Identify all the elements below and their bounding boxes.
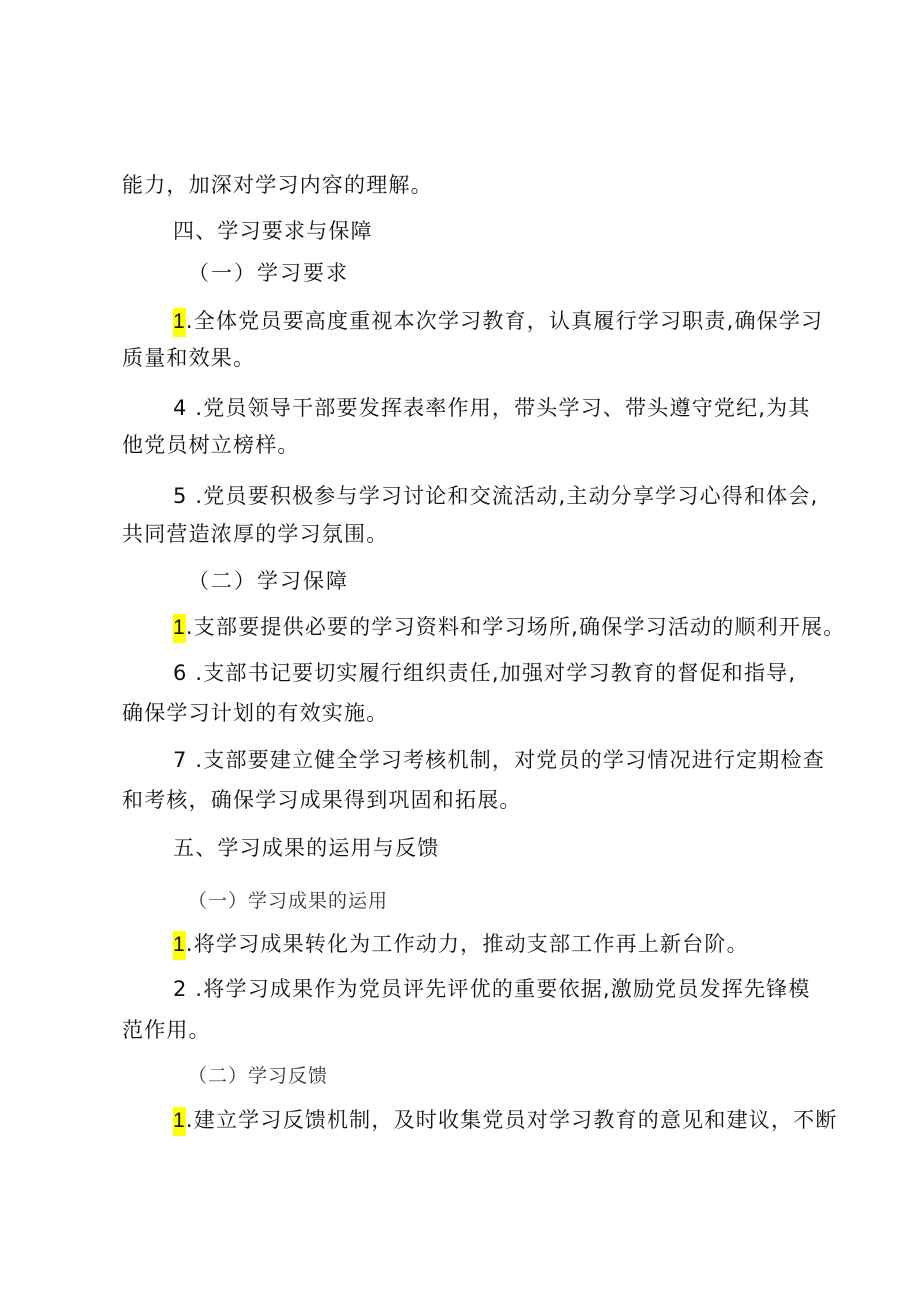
paragraph-line: [122, 343, 255, 373]
line-text: .将学习成果转化为工作动力，推动支部工作再上新台阶。: [185, 932, 749, 956]
section-heading: [173, 833, 439, 863]
list-item: [173, 929, 749, 960]
list-item: [173, 612, 845, 643]
line-text: 能力，加深对学习内容的理解。: [122, 173, 433, 197]
list-item: [173, 481, 818, 511]
line-text: .支部要提供必要的学习资料和学习场所,确保学习活动的顺利开展。: [185, 615, 846, 639]
line-text: 共同营造浓厚的学习氛围。: [122, 522, 389, 546]
paragraph-line: [122, 170, 433, 200]
list-item: [173, 393, 811, 423]
list-item: [173, 974, 811, 1004]
line-text: 2 .将学习成果作为党员评先评优的重要依据,激励党员发挥先锋模: [173, 977, 811, 1001]
line-text: 确保学习计划的有效实施。: [122, 701, 389, 725]
list-item: [173, 745, 825, 775]
paragraph-line: [122, 698, 388, 728]
line-text: 4 .党员领导干部要发挥表率作用，带头学习、带头遵守党纪,为其: [173, 396, 811, 420]
subheading-text: （二）学习反馈: [188, 1065, 329, 1087]
line-text: 范作用。: [122, 1018, 211, 1042]
subheading-text: （一）学习要求: [188, 261, 349, 285]
line-text: 5 .党员要积极参与学习讨论和交流活动,主动分享学习心得和体会,: [173, 484, 819, 508]
subsection-heading: [188, 566, 349, 596]
subsection-heading: [188, 1061, 328, 1091]
list-item: [173, 306, 823, 337]
heading-text: 四、学习要求与保障: [173, 219, 373, 243]
subsection-heading: [188, 886, 388, 916]
list-item: [173, 1105, 838, 1136]
line-text: 6 .支部书记要切实履行组织责任,加强对学习教育的督促和指导,: [173, 661, 797, 685]
paragraph-line: [122, 785, 522, 815]
subsection-heading: [188, 258, 349, 288]
highlighted-number: 1: [173, 1107, 186, 1136]
heading-text: 五、学习成果的运用与反馈: [173, 836, 440, 860]
line-text: 和考核，确保学习成果得到巩固和拓展。: [122, 788, 522, 812]
section-heading: [173, 216, 373, 246]
line-text: 质量和效果。: [122, 346, 256, 370]
highlighted-number: 1: [173, 614, 186, 643]
subheading-text: （一）学习成果的运用: [188, 890, 389, 912]
line-text: .建立学习反馈机制，及时收集党员对学习教育的意见和建议，不断: [185, 1108, 838, 1132]
paragraph-line: [122, 519, 388, 549]
subheading-text: （二）学习保障: [188, 569, 349, 593]
paragraph-line: [122, 1015, 211, 1045]
highlighted-number: 1: [173, 308, 186, 337]
line-text: .全体党员要高度重视本次学习教育，认真履行学习职责,确保学习: [185, 309, 824, 333]
line-text: 他党员树立榜样。: [122, 433, 300, 457]
line-text: 7 .支部要建立健全学习考核机制，对党员的学习情况进行定期检查: [173, 748, 825, 772]
list-item: [173, 658, 796, 688]
paragraph-line: [122, 430, 300, 460]
highlighted-number: 1: [173, 931, 186, 960]
